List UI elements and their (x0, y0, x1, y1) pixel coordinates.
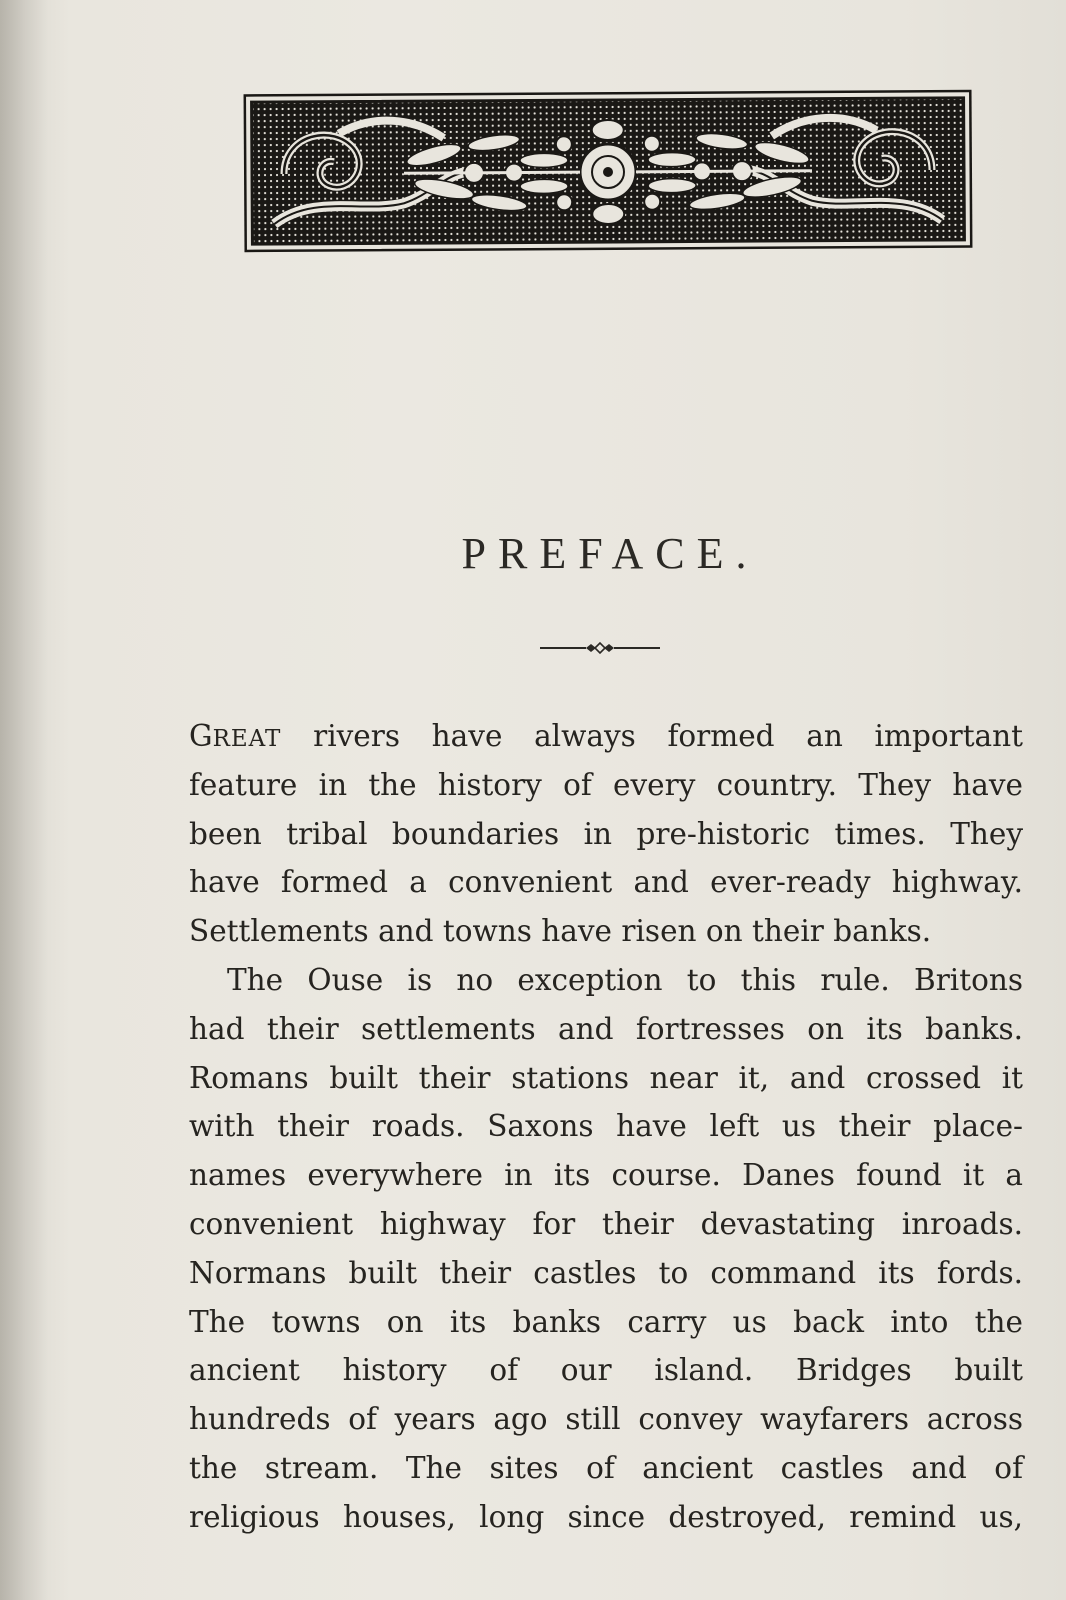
text-line: hundreds of years ago still convey wayfarers across (189, 1402, 1023, 1437)
text-line: Romans built their stations near it, and crossed it (189, 1060, 1023, 1095)
text-line: names everywhere in its course. Danes found it a (189, 1158, 1023, 1193)
text-line: Settlements and towns have risen on their banks. (189, 914, 932, 949)
text-line: been tribal boundaries in pre-historic times. They (189, 816, 1023, 851)
text-line: Normans built their castles to command its fords. (189, 1255, 1023, 1290)
gutter-shadow (0, 0, 48, 1600)
text-line: feature in the history of every country. They have (189, 767, 1023, 802)
page-title: PREFACE. (461, 529, 759, 578)
text-line: ancient history of our island. Bridges built (189, 1353, 1023, 1388)
text-line: The Ouse is no exception to this rule. Britons (227, 962, 1023, 997)
text-line: had their settlements and fortresses on its banks. (189, 1011, 1023, 1046)
preface-body (189, 712, 1023, 1542)
text-line: convenient highway for their devastating inroads. (189, 1206, 1023, 1241)
small-caps-word: REAT (212, 726, 282, 752)
text-line: have formed a convenient and ever-ready highway. (189, 865, 1023, 900)
text-line: religious houses, long since destroyed, remind us, (189, 1499, 1023, 1534)
text-line: the stream. The sites of ancient castles and of (189, 1450, 1023, 1485)
text-line: GREAT rivers have always formed an important (189, 719, 1023, 753)
decorative-rule-icon (540, 641, 660, 655)
ornamental-headpiece-icon (244, 90, 973, 252)
text-line: with their roads. Saxons have left us their place- (189, 1109, 1023, 1144)
drop-initial: G (189, 719, 213, 753)
text-line: The towns on its banks carry us back into the (189, 1304, 1023, 1339)
